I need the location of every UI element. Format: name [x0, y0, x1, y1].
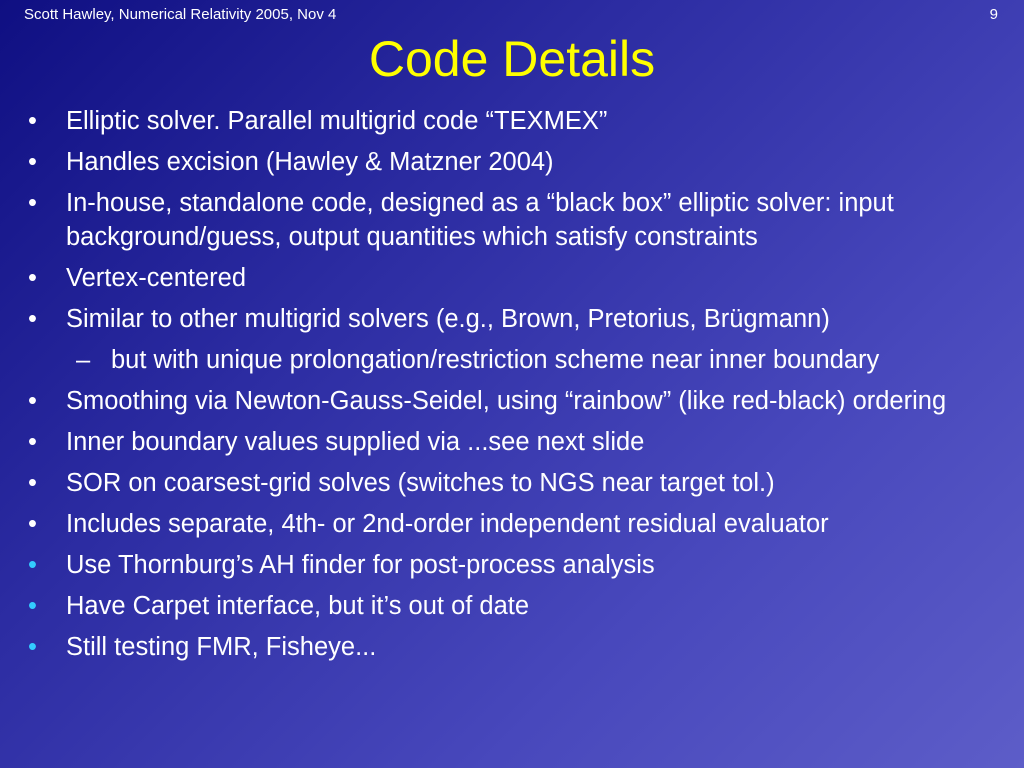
bullet-marker-icon: •: [28, 107, 37, 135]
bullet-marker-icon: •: [28, 551, 37, 579]
bullet-item: [0, 384, 1024, 418]
bullet-marker-icon: •: [28, 428, 37, 456]
bullet-text: Includes separate, 4th- or 2nd-order independent residual evaluator: [66, 510, 829, 538]
bullet-marker-icon: •: [28, 189, 37, 217]
bullet-text: Similar to other multigrid solvers (e.g., Brown, Pretorius, Brügmann): [66, 305, 830, 333]
bullet-marker-icon: •: [28, 305, 37, 333]
bullet-item: [0, 589, 1024, 623]
bullet-item: [0, 186, 1024, 254]
bullet-text: Use Thornburg’s AH finder for post-process analysis: [66, 551, 655, 579]
bullet-text: Still testing FMR, Fisheye...: [66, 633, 377, 661]
bullet-text: Inner boundary values supplied via ...see next slide: [66, 428, 645, 456]
slide-page-number: 9: [989, 6, 998, 23]
bullet-text: Handles excision (Hawley & Matzner 2004): [66, 148, 554, 176]
bullet-item: [0, 548, 1024, 582]
bullet-text: Smoothing via Newton-Gauss-Seidel, using “rainbow” (like red-black) ordering: [66, 387, 947, 415]
bullet-marker-icon: •: [28, 592, 37, 620]
bullet-list: [0, 104, 1024, 671]
bullet-item: [0, 466, 1024, 500]
bullet-text: but with unique prolongation/restriction scheme near inner boundary: [111, 346, 880, 374]
bullet-marker-icon: •: [28, 633, 37, 661]
slide-title: Code Details: [368, 31, 656, 87]
bullet-item: [0, 507, 1024, 541]
slide-header-text: Scott Hawley, Numerical Relativity 2005, Nov 4: [24, 6, 337, 23]
bullet-marker-icon: •: [28, 264, 37, 292]
bullet-marker-icon: •: [28, 148, 37, 176]
bullet-marker-icon: •: [28, 510, 37, 538]
bullet-text: Vertex-centered: [66, 264, 247, 292]
bullet-item: [0, 425, 1024, 459]
bullet-item: [0, 302, 1024, 336]
bullet-text: In-house, standalone code, designed as a “black box” elliptic solver: input background/guess, output quantities which satisfy constraints: [66, 189, 894, 251]
bullet-marker-icon: •: [28, 387, 37, 415]
bullet-text: Have Carpet interface, but it’s out of date: [66, 592, 530, 620]
bullet-item: [0, 145, 1024, 179]
bullet-item: [0, 630, 1024, 664]
bullet-item: [0, 261, 1024, 295]
bullet-text: Elliptic solver. Parallel multigrid code “TEXMEX”: [66, 107, 608, 135]
bullet-text: SOR on coarsest-grid solves (switches to NGS near target tol.): [66, 469, 775, 497]
sub-bullet-item: [0, 343, 1024, 377]
bullet-item: [0, 104, 1024, 138]
bullet-marker-icon: •: [28, 469, 37, 497]
dash-marker-icon: –: [76, 346, 91, 374]
